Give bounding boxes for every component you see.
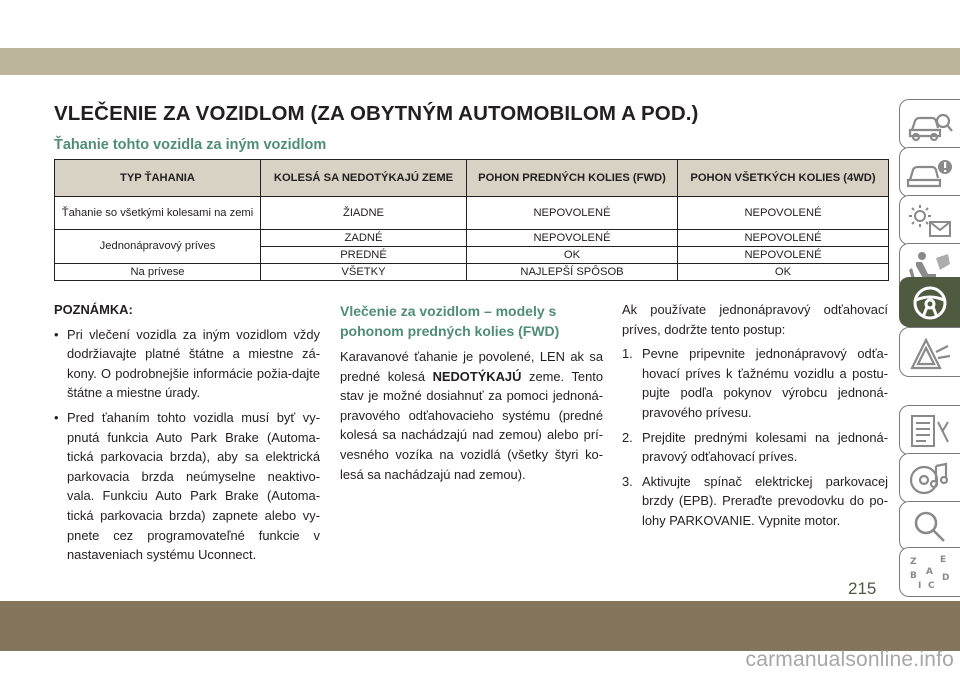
watermark: carmanualsonline.info [745,648,954,671]
header-band [0,48,960,75]
note-column [54,300,320,570]
fwd-column [340,300,603,489]
bullet-text: Pred ťahaním tohto vozidla musí byť vy-pnutá funkcia Auto Park Brake (Automa-tická parkovacia brzda), aby sa elektrická parkovacia brzda neúmyselne neaktivo-vala. Funkciu Auto Park Brake (Automa-tická parkovacia brzda) zapnete alebo vy-pnete cez programovateľné funkcie v nastaveniach systému Uconnect. [67,409,320,563]
table-cell: Na prívese [55,264,261,281]
side-tab-car-info[interactable] [899,99,960,149]
table-cell: NEPOVOLENÉ [678,247,889,264]
service-checklist-icon [906,412,954,450]
svg-text:A: A [926,567,933,577]
page-title: VLEČENIE ZA VOZIDLOM (ZA OBYTNÝM AUTOMOBILOM A POD.) [54,102,699,125]
fwd-text-after: zeme. Tento stav je možné dosiahnuť za pomoci jednoná-pravového odťahovacieho systému (predné kolesá sa nachádzajú nad zemou) alebo prí-vesného vozíka na vozidlá (všetky štyri ko-lesá sa nachádzajú nad zemou). [340,368,603,482]
procedure-step [622,472,888,531]
svg-text:C: C [928,581,935,591]
step-text: Pevne pripevnite jednonápravový odťa-hovací príves k ťažnému vozidlu a postu-pujte podľa pokynov výrobcu jednoná-pravového prívesu. [642,346,888,420]
svg-text:I: I [918,581,922,591]
table-cell: NEPOVOLENÉ [467,197,678,230]
svg-text:B: B [910,571,917,581]
table-header-row [55,160,889,197]
fwd-text-before: Karavanové ťahanie je povolené, LEN ak sa predné kolesá [340,349,603,384]
step-number: 3. [622,473,633,489]
table-cell: ZADNÉ [261,230,467,247]
table-cell: NEPOVOLENÉ [467,230,678,247]
table-cell: Jednonápravový príves [55,230,261,264]
step-number: 1. [622,346,633,362]
bullet-text: Pri vlečení vozidla za iným vozidlom vždy dodržiavajte platné štátne a miestne zá-kony. O podrobnejšie informácie požia-dajte štátne a miestne úrady. [67,326,320,401]
side-tab-multimedia[interactable] [899,453,960,503]
page-number: 215 [848,579,877,598]
table-cell: PREDNÉ [261,247,467,264]
note-bullet [54,325,320,403]
fwd-paragraph [340,347,603,484]
table-cell: ŽIADNE [261,197,467,230]
header-cell: POHON PREDNÝCH KOLIES (FWD) [467,160,678,197]
table-cell: Ťahanie so všetkými kolesami na zemi [55,197,261,230]
side-tab-emergency[interactable] [899,327,960,377]
procedure-column [622,300,888,536]
steering-wheel-icon [906,284,954,322]
alphabet-index-icon [906,554,954,592]
side-tab-lights-messages[interactable] [899,195,960,245]
fwd-section-title: Vlečenie za vozidlom – modely s pohonom predných kolies (FWD) [340,303,560,339]
car-magnifier-icon [906,106,954,144]
table-cell: VŠETKY [261,264,467,281]
header-cell: POHON VŠETKÝCH KOLIES (4WD) [678,160,889,197]
side-tab-warnings[interactable] [899,147,960,197]
note-bullet [54,408,320,565]
table-row [55,197,889,230]
search-icon [906,508,954,546]
towing-table [54,159,889,281]
side-tab-search[interactable] [899,501,960,551]
procedure-step [622,428,888,467]
svg-text:D: D [942,573,950,583]
step-text: Aktivujte spínač elektrickej parkovacej brzdy (EPB). Preraďte prevodovku do po-lohy PARKOVANIE. Vypnite motor. [642,473,888,528]
table-cell: NAJLEPŠÍ SPÔSOB [467,264,678,281]
procedure-intro: Ak používate jednonápravový odťahovací príves, dodržte tento postup: [622,302,888,337]
step-text: Prejdite prednými kolesami na jednoná-pravový odťahovací príves. [642,429,888,465]
step-number: 2. [622,429,633,445]
bullet-mark: • [54,409,59,425]
table-cell: NEPOVOLENÉ [678,230,889,247]
table-row [55,230,889,247]
fwd-text-bold: NEDOTÝKAJÚ [432,368,522,384]
table-row [55,264,889,281]
header-cell: TYP ŤAHANIA [55,160,261,197]
multimedia-icon [906,460,954,498]
footer-band [0,601,960,651]
procedure-step [622,344,888,422]
table-cell: OK [678,264,889,281]
hazard-triangle-icon [906,334,954,372]
note-title: POZNÁMKA: [54,302,133,317]
svg-text:E: E [940,555,947,565]
car-warning-icon [906,154,954,192]
svg-text:Z: Z [910,557,917,567]
side-tab-service[interactable] [899,405,960,455]
table-cell: OK [467,247,678,264]
table-cell: NEPOVOLENÉ [678,197,889,230]
side-tab-driving[interactable] [899,277,960,327]
header-cell: KOLESÁ SA NEDOTÝKAJÚ ZEME [261,160,467,197]
side-tab-index[interactable] [899,547,960,597]
light-message-icon [906,202,954,240]
section-title: Ťahanie tohto vozidla za iným vozidlom [54,137,327,153]
bullet-mark: • [54,326,59,342]
